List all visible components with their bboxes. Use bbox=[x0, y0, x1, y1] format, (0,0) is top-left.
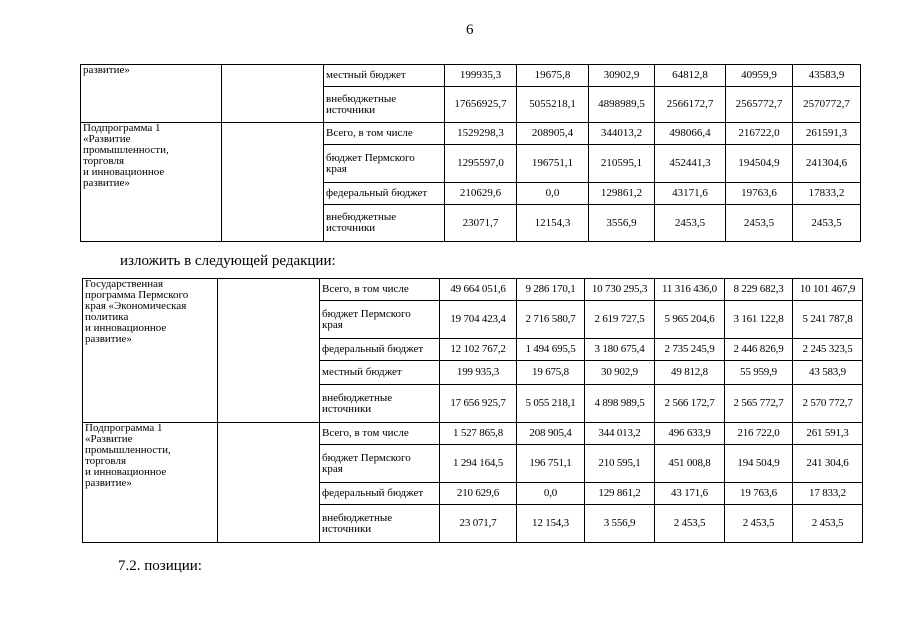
amount-cell: 55 959,9 bbox=[725, 361, 793, 385]
funding-source-cell: внебюджетные источники bbox=[320, 505, 440, 543]
table-row bbox=[81, 123, 861, 145]
amount-cell: 30 902,9 bbox=[585, 361, 655, 385]
amount-cell: 17833,2 bbox=[793, 183, 861, 205]
page-number: 6 bbox=[466, 22, 474, 38]
amount-cell: 5 055 218,1 bbox=[517, 385, 585, 423]
amount-cell: 1529298,3 bbox=[445, 123, 517, 145]
amount-cell: 43 171,6 bbox=[655, 483, 725, 505]
empty-cell bbox=[222, 123, 324, 242]
amount-cell: 210595,1 bbox=[589, 145, 655, 183]
funding-source-cell: внебюджетные источники bbox=[320, 385, 440, 423]
table-row bbox=[83, 423, 863, 445]
amount-cell: 199935,3 bbox=[445, 65, 517, 87]
funding-source-cell: федеральный бюджет bbox=[320, 483, 440, 505]
funding-source-cell: федеральный бюджет bbox=[324, 183, 445, 205]
amount-cell: 19763,6 bbox=[726, 183, 793, 205]
amount-cell: 5 241 787,8 bbox=[793, 301, 863, 339]
amount-cell: 0,0 bbox=[517, 183, 589, 205]
amount-cell: 19675,8 bbox=[517, 65, 589, 87]
amount-cell: 17656925,7 bbox=[445, 87, 517, 123]
amount-cell: 194 504,9 bbox=[725, 445, 793, 483]
amount-cell: 210 629,6 bbox=[440, 483, 517, 505]
amount-cell: 2570772,7 bbox=[793, 87, 861, 123]
amount-cell: 344 013,2 bbox=[585, 423, 655, 445]
amount-cell: 208 905,4 bbox=[517, 423, 585, 445]
amount-cell: 30902,9 bbox=[589, 65, 655, 87]
amount-cell: 12 154,3 bbox=[517, 505, 585, 543]
funding-source-cell: бюджет Пермского края bbox=[320, 301, 440, 339]
amount-cell: 3 180 675,4 bbox=[585, 339, 655, 361]
amount-cell: 129861,2 bbox=[589, 183, 655, 205]
amount-cell: 1 527 865,8 bbox=[440, 423, 517, 445]
amount-cell: 17 833,2 bbox=[793, 483, 863, 505]
amount-cell: 2 453,5 bbox=[725, 505, 793, 543]
amount-cell: 43583,9 bbox=[793, 65, 861, 87]
amount-cell: 194504,9 bbox=[726, 145, 793, 183]
funding-source-cell: внебюджетные источники bbox=[324, 87, 445, 123]
amount-cell: 17 656 925,7 bbox=[440, 385, 517, 423]
amount-cell: 4 898 989,5 bbox=[585, 385, 655, 423]
empty-cell bbox=[218, 279, 320, 423]
program-name-cell: Подпрограмма 1 «Развитие промышленности, торговля и инновационное развитие» bbox=[83, 423, 218, 543]
amount-cell: 64812,8 bbox=[655, 65, 726, 87]
amount-cell: 9 286 170,1 bbox=[517, 279, 585, 301]
amount-cell: 208905,4 bbox=[517, 123, 589, 145]
amount-cell: 241 304,6 bbox=[793, 445, 863, 483]
amount-cell: 216 722,0 bbox=[725, 423, 793, 445]
amount-cell: 451 008,8 bbox=[655, 445, 725, 483]
amount-cell: 344013,2 bbox=[589, 123, 655, 145]
amount-cell: 3 161 122,8 bbox=[725, 301, 793, 339]
amount-cell: 19 763,6 bbox=[725, 483, 793, 505]
amount-cell: 49 664 051,6 bbox=[440, 279, 517, 301]
table-row bbox=[83, 279, 863, 301]
table-row bbox=[81, 65, 861, 87]
amount-cell: 4898989,5 bbox=[589, 87, 655, 123]
funding-source-cell: бюджет Пермского края bbox=[320, 445, 440, 483]
amount-cell: 10 101 467,9 bbox=[793, 279, 863, 301]
amount-cell: 49 812,8 bbox=[655, 361, 725, 385]
amount-cell: 196751,1 bbox=[517, 145, 589, 183]
amount-cell: 129 861,2 bbox=[585, 483, 655, 505]
amount-cell: 5 965 204,6 bbox=[655, 301, 725, 339]
amount-cell: 2453,5 bbox=[793, 205, 861, 242]
amount-cell: 498066,4 bbox=[655, 123, 726, 145]
amount-cell: 2 453,5 bbox=[655, 505, 725, 543]
funding-source-cell: Всего, в том числе bbox=[320, 279, 440, 301]
amount-cell: 2453,5 bbox=[726, 205, 793, 242]
amount-cell: 2 245 323,5 bbox=[793, 339, 863, 361]
table-old-body bbox=[81, 65, 861, 242]
funding-source-cell: Всего, в том числе bbox=[320, 423, 440, 445]
amount-cell: 0,0 bbox=[517, 483, 585, 505]
amount-cell: 19 704 423,4 bbox=[440, 301, 517, 339]
section-heading-positions: 7.2. позиции: bbox=[118, 558, 202, 574]
funding-source-cell: местный бюджет bbox=[324, 65, 445, 87]
program-name-cell: Подпрограмма 1 «Развитие промышленности, торговля и инновационное развитие» bbox=[81, 123, 222, 242]
budget-table-new bbox=[82, 278, 863, 543]
empty-cell bbox=[222, 65, 324, 123]
amount-cell: 261591,3 bbox=[793, 123, 861, 145]
amount-cell: 5055218,1 bbox=[517, 87, 589, 123]
funding-source-cell: бюджет Пермского края bbox=[324, 145, 445, 183]
funding-source-cell: федеральный бюджет bbox=[320, 339, 440, 361]
funding-source-cell: местный бюджет bbox=[320, 361, 440, 385]
amount-cell: 2453,5 bbox=[655, 205, 726, 242]
amount-cell: 2 565 772,7 bbox=[725, 385, 793, 423]
program-name-cell: Государственная программа Пермского края «Экономическая политика и инновационное развитие» bbox=[83, 279, 218, 423]
amount-cell: 216722,0 bbox=[726, 123, 793, 145]
amount-cell: 2 566 172,7 bbox=[655, 385, 725, 423]
amount-cell: 3 556,9 bbox=[585, 505, 655, 543]
amount-cell: 12 102 767,2 bbox=[440, 339, 517, 361]
amount-cell: 43 583,9 bbox=[793, 361, 863, 385]
amount-cell: 452441,3 bbox=[655, 145, 726, 183]
budget-table-old bbox=[80, 64, 861, 242]
amount-cell: 1295597,0 bbox=[445, 145, 517, 183]
amount-cell: 3556,9 bbox=[589, 205, 655, 242]
amount-cell: 12154,3 bbox=[517, 205, 589, 242]
amount-cell: 199 935,3 bbox=[440, 361, 517, 385]
amount-cell: 241304,6 bbox=[793, 145, 861, 183]
amount-cell: 2565772,7 bbox=[726, 87, 793, 123]
amount-cell: 43171,6 bbox=[655, 183, 726, 205]
amount-cell: 496 633,9 bbox=[655, 423, 725, 445]
amount-cell: 10 730 295,3 bbox=[585, 279, 655, 301]
funding-source-cell: Всего, в том числе bbox=[324, 123, 445, 145]
amount-cell: 2 735 245,9 bbox=[655, 339, 725, 361]
amount-cell: 2566172,7 bbox=[655, 87, 726, 123]
amount-cell: 2 619 727,5 bbox=[585, 301, 655, 339]
amount-cell: 23071,7 bbox=[445, 205, 517, 242]
amount-cell: 196 751,1 bbox=[517, 445, 585, 483]
amount-cell: 1 294 164,5 bbox=[440, 445, 517, 483]
program-name-cell: развитие» bbox=[81, 65, 222, 123]
amount-cell: 11 316 436,0 bbox=[655, 279, 725, 301]
amount-cell: 2 446 826,9 bbox=[725, 339, 793, 361]
amount-cell: 210629,6 bbox=[445, 183, 517, 205]
edit-instruction-text: изложить в следующей редакции: bbox=[120, 253, 336, 269]
amount-cell: 19 675,8 bbox=[517, 361, 585, 385]
amount-cell: 2 716 580,7 bbox=[517, 301, 585, 339]
amount-cell: 23 071,7 bbox=[440, 505, 517, 543]
funding-source-cell: внебюджетные источники bbox=[324, 205, 445, 242]
empty-cell bbox=[218, 423, 320, 543]
amount-cell: 261 591,3 bbox=[793, 423, 863, 445]
amount-cell: 210 595,1 bbox=[585, 445, 655, 483]
amount-cell: 2 570 772,7 bbox=[793, 385, 863, 423]
amount-cell: 40959,9 bbox=[726, 65, 793, 87]
amount-cell: 1 494 695,5 bbox=[517, 339, 585, 361]
table-new-body bbox=[83, 279, 863, 543]
amount-cell: 2 453,5 bbox=[793, 505, 863, 543]
amount-cell: 8 229 682,3 bbox=[725, 279, 793, 301]
